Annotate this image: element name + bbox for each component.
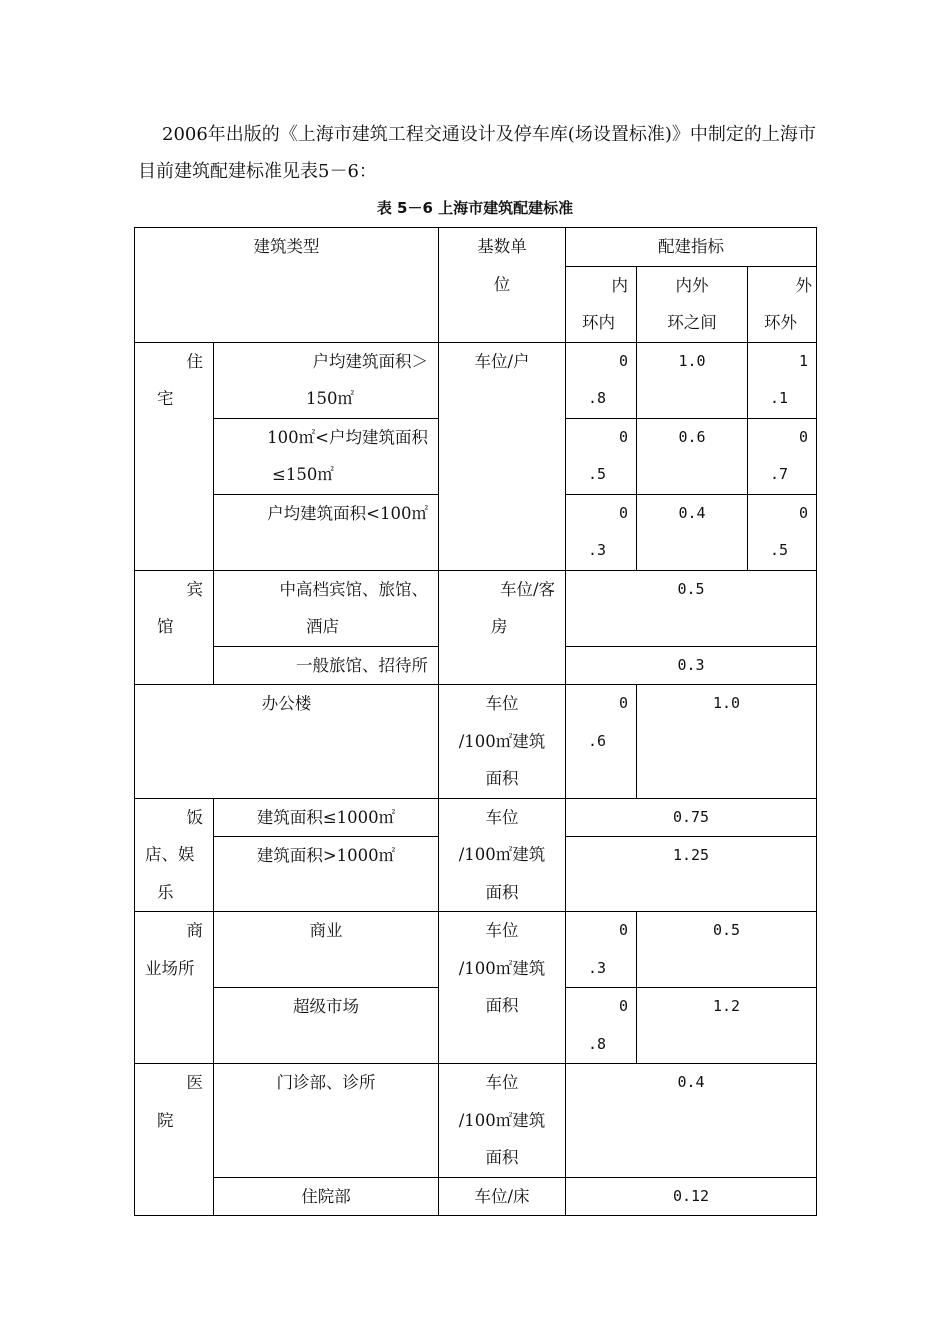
table-row (135, 912, 817, 988)
inner-value: 0 .8 (566, 988, 637, 1064)
inner-value: 0 .3 (566, 912, 637, 988)
unit-cell: 车位/户 (439, 342, 566, 570)
header-type: 建筑类型 (135, 228, 439, 343)
mid-value: 1.0 (637, 342, 748, 418)
outer-value: 0 .7 (748, 418, 817, 494)
category-office: 办公楼 (135, 685, 439, 799)
unit-cell: 车位 /100㎡建筑 面积 (439, 798, 566, 912)
inner-value: 0 .5 (566, 418, 637, 494)
parking-standard-table (134, 227, 817, 1216)
index-value: 0.12 (566, 1177, 817, 1216)
building-type: 100㎡<户均建筑面积 ≤150㎡ (214, 418, 439, 494)
index-value: 0.5 (566, 570, 817, 646)
unit-cell: 车位/客 房 (439, 570, 566, 685)
mid-value: 0.6 (637, 418, 748, 494)
table-row (135, 798, 817, 837)
header-row (135, 228, 817, 267)
table-row (135, 570, 817, 646)
building-type: 户均建筑面积＞ 150㎡ (214, 342, 439, 418)
table-row (135, 1064, 817, 1178)
header-outer: 外 环外 (748, 266, 817, 342)
index-value: 1.0 (637, 685, 817, 799)
index-value: 0.3 (566, 646, 817, 685)
index-value: 1.2 (637, 988, 817, 1064)
building-type: 一般旅馆、招待所 (214, 646, 439, 685)
category-hotel: 宾 馆 (135, 570, 214, 685)
unit-cell: 车位/床 (439, 1177, 566, 1216)
index-value: 0.5 (637, 912, 817, 988)
category-residential: 住 宅 (135, 342, 214, 570)
intro-paragraph: 2006年出版的《上海市建筑工程交通设计及停车库(场设置标准)》中制定的上海市目前建筑配建标准见表5－6： (138, 124, 816, 182)
table-row (135, 342, 817, 418)
outer-value: 0 .5 (748, 494, 817, 570)
building-type: 户均建筑面积<100㎡ (214, 494, 439, 570)
outer-value: 1 .1 (748, 342, 817, 418)
building-type: 商业 (214, 912, 439, 988)
table-row (135, 1177, 817, 1216)
inner-value: 0 .6 (566, 685, 637, 799)
table-caption: 表 5－6 上海市建筑配建标准 (376, 199, 574, 217)
category-commerce: 商 业场所 (135, 912, 214, 1064)
inner-value: 0 .3 (566, 494, 637, 570)
index-value: 1.25 (566, 837, 817, 912)
header-index: 配建指标 (566, 228, 817, 267)
building-type: 建筑面积≤1000㎡ (214, 798, 439, 837)
header-inner: 内 环内 (566, 266, 637, 342)
building-type: 门诊部、诊所 (214, 1064, 439, 1178)
building-type: 住院部 (214, 1177, 439, 1216)
index-value: 0.4 (566, 1064, 817, 1178)
building-type: 超级市场 (214, 988, 439, 1064)
unit-cell: 车位 /100㎡建筑 面积 (439, 685, 566, 799)
header-unit: 基数单 位 (439, 228, 566, 343)
unit-cell: 车位 /100㎡建筑 面积 (439, 1064, 566, 1178)
mid-value: 0.4 (637, 494, 748, 570)
building-type: 中高档宾馆、旅馆、 酒店 (214, 570, 439, 646)
table-row (135, 685, 817, 799)
header-mid: 内外 环之间 (637, 266, 748, 342)
category-restaurant: 饭 店、娱 乐 (135, 798, 214, 912)
inner-value: 0 .8 (566, 342, 637, 418)
building-type: 建筑面积>1000㎡ (214, 837, 439, 912)
category-hospital: 医 院 (135, 1064, 214, 1216)
unit-cell: 车位 /100㎡建筑 面积 (439, 912, 566, 1064)
index-value: 0.75 (566, 798, 817, 837)
